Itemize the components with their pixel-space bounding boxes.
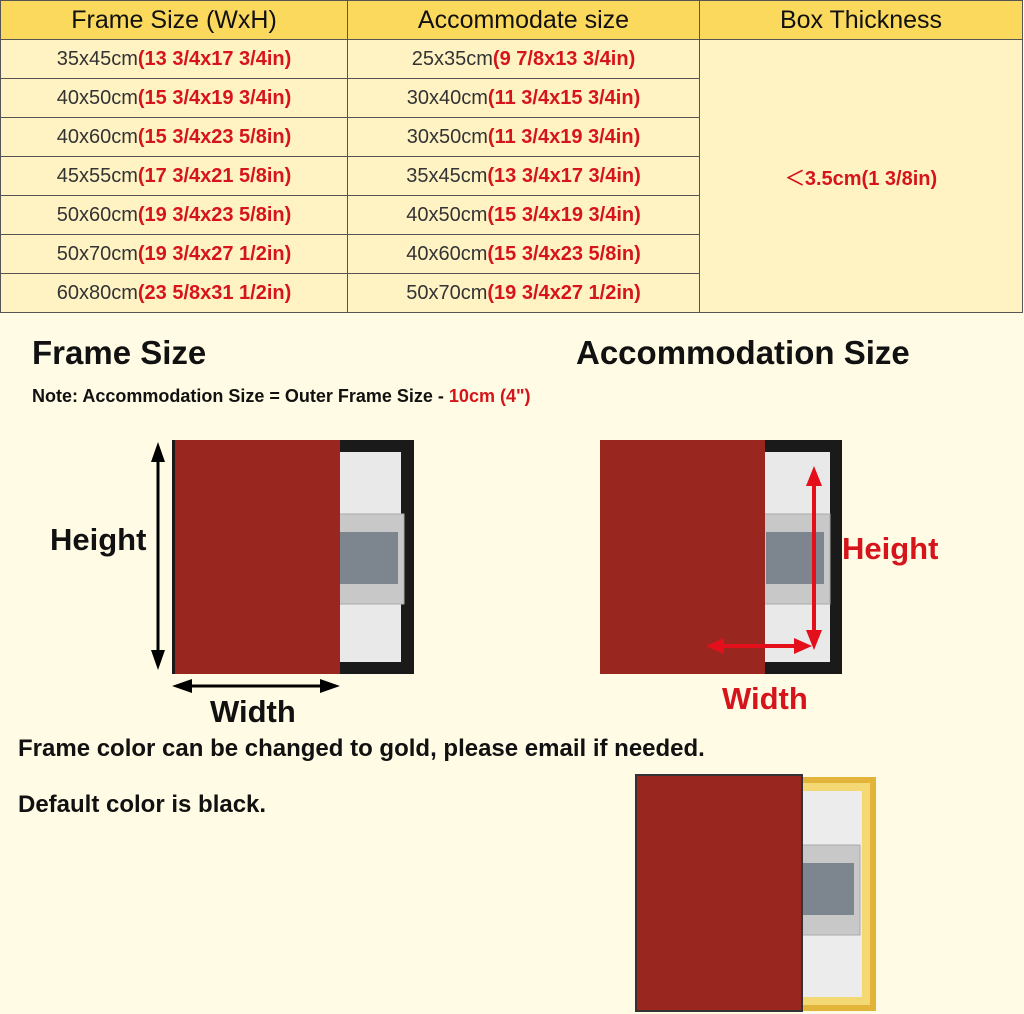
- frame-size-cell: [1, 118, 348, 157]
- frame-cm: 35x45cm: [56, 47, 138, 70]
- arrow-head-right: [320, 679, 340, 693]
- arrow-head-down: [151, 650, 165, 670]
- breaker-panel: [802, 863, 854, 915]
- frame-inch: (17 3/4x21 5/8in): [137, 164, 292, 187]
- breaker-panel: [338, 532, 398, 584]
- accommodate-inch: (11 3/4x19 3/4in): [487, 125, 641, 148]
- accommodation-width-label: Width: [722, 681, 808, 716]
- table-header-row: [1, 1, 1023, 40]
- frame-size-cell: [1, 196, 348, 235]
- box-thickness-cell: ＜3.5cm(1 3/8in): [700, 40, 1023, 313]
- frame-cm: 60x80cm: [56, 281, 138, 304]
- note-value: 10cm (4"): [448, 386, 531, 406]
- gold-color-note: Frame color can be changed to gold, please email if needed.: [18, 735, 705, 762]
- width-label: Width: [210, 694, 296, 729]
- frame-size-cell: [1, 274, 348, 313]
- accommodate-size-cell: [348, 274, 700, 313]
- frame-size-cell: [1, 79, 348, 118]
- accommodate-inch: (11 3/4x15 3/4in): [487, 86, 641, 109]
- frame-inch: (15 3/4x23 5/8in): [137, 125, 292, 148]
- frame-size-title: Frame Size: [32, 334, 207, 371]
- accommodate-inch: (13 3/4x17 3/4in): [487, 164, 641, 187]
- frame-size-diagram: [150, 438, 420, 683]
- accommodate-size-cell: [348, 196, 700, 235]
- accommodate-size-cell: [348, 40, 700, 79]
- canvas-panel: [175, 440, 340, 674]
- accommodation-size-title: Accommodation Size: [576, 334, 910, 371]
- frame-inch: (23 5/8x31 1/2in): [137, 281, 292, 304]
- frame-cm: 50x60cm: [56, 203, 138, 226]
- frame-inch: (19 3/4x27 1/2in): [137, 242, 292, 265]
- canvas-panel: [636, 775, 802, 1011]
- frame-inch: (15 3/4x19 3/4in): [137, 86, 292, 109]
- accommodate-cm: 50x70cm: [406, 281, 488, 304]
- header-box-thickness: Box Thickness: [700, 1, 1023, 40]
- frame-cm: 40x60cm: [56, 125, 138, 148]
- frame-cm: 50x70cm: [56, 242, 138, 265]
- frame-inch: (13 3/4x17 3/4in): [137, 47, 292, 70]
- accommodate-cm: 30x40cm: [406, 86, 488, 109]
- arrow-head-up: [151, 442, 165, 462]
- height-label: Height: [50, 522, 147, 557]
- accommodate-size-cell: [348, 118, 700, 157]
- size-table: [0, 0, 1023, 313]
- arrow-head-left: [172, 679, 192, 693]
- gold-frame-diagram: [636, 775, 880, 1012]
- accommodation-note: [32, 386, 531, 407]
- accommodate-cm: 40x60cm: [406, 242, 488, 265]
- header-accommodate-size: Accommodate size: [348, 1, 700, 40]
- accommodate-size-cell: [348, 79, 700, 118]
- accommodate-cm: 30x50cm: [406, 125, 488, 148]
- accommodate-cm: 40x50cm: [406, 203, 488, 226]
- accommodate-inch: (19 3/4x27 1/2in): [487, 281, 641, 304]
- frame-size-cell: [1, 157, 348, 196]
- accommodate-cm: 25x35cm: [411, 47, 493, 70]
- frame-cm: 40x50cm: [56, 86, 138, 109]
- frame-inch: (19 3/4x23 5/8in): [137, 203, 292, 226]
- accommodate-inch: (9 7/8x13 3/4in): [492, 47, 636, 70]
- frame-size-cell: [1, 40, 348, 79]
- frame-cm: 45x55cm: [56, 164, 138, 187]
- header-frame-size: Frame Size (WxH): [1, 1, 348, 40]
- default-color-note: Default color is black.: [18, 791, 267, 818]
- accommodate-size-cell: [348, 157, 700, 196]
- accommodation-height-label: Height: [842, 531, 939, 566]
- accommodation-size-diagram: [600, 438, 845, 678]
- width-arrow: [170, 676, 342, 696]
- accommodate-size-cell: [348, 235, 700, 274]
- frame-size-cell: [1, 235, 348, 274]
- note-prefix: Note: Accommodation Size = Outer Frame Size -: [32, 386, 449, 406]
- accommodate-inch: (15 3/4x23 5/8in): [487, 242, 641, 265]
- table-row: [1, 40, 1023, 79]
- canvas-panel: [600, 440, 765, 674]
- accommodate-cm: 35x45cm: [406, 164, 488, 187]
- accommodate-inch: (15 3/4x19 3/4in): [487, 203, 641, 226]
